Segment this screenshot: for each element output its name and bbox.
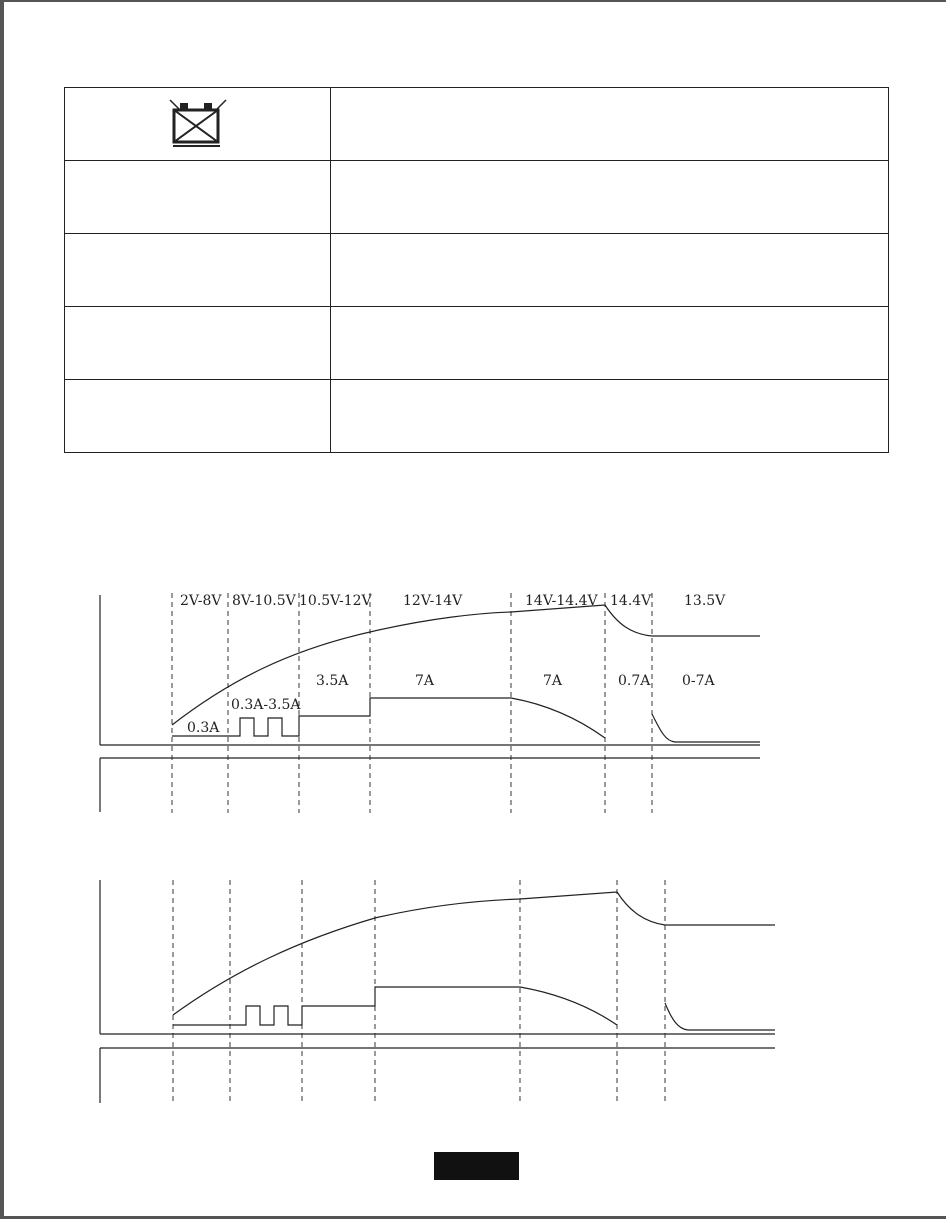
upper-current-tail: [652, 714, 760, 742]
upper-voltage-labels: [180, 593, 726, 609]
current-label: 3.5A: [316, 673, 349, 689]
voltage-label: 13.5V: [684, 593, 726, 609]
current-label: 0-7A: [682, 673, 715, 689]
lower-voltage-curve: [173, 892, 775, 1015]
current-label: 7A: [415, 673, 435, 689]
current-label: 0.3A: [187, 720, 220, 736]
voltage-label: 8V-10.5V: [232, 593, 296, 609]
current-label: 0.3A-3.5A: [231, 697, 301, 713]
upper-diagram: [100, 593, 760, 813]
lower-current-tail: [665, 1003, 775, 1030]
upper-current-labels: [187, 673, 716, 736]
voltage-label: 14.4V: [610, 593, 652, 609]
current-label: 0.7A: [618, 673, 651, 689]
lower-diagram: [100, 880, 775, 1104]
voltage-label: 2V-8V: [180, 593, 222, 609]
voltage-label: 12V-14V: [403, 593, 463, 609]
lower-current-curve: [173, 987, 617, 1025]
current-label: 7A: [543, 673, 563, 689]
voltage-label: 14V-14.4V: [525, 593, 598, 609]
lower-dividers: [173, 880, 665, 1104]
page-number-tab: [434, 1152, 519, 1180]
voltage-label: 10.5V-12V: [299, 593, 372, 609]
